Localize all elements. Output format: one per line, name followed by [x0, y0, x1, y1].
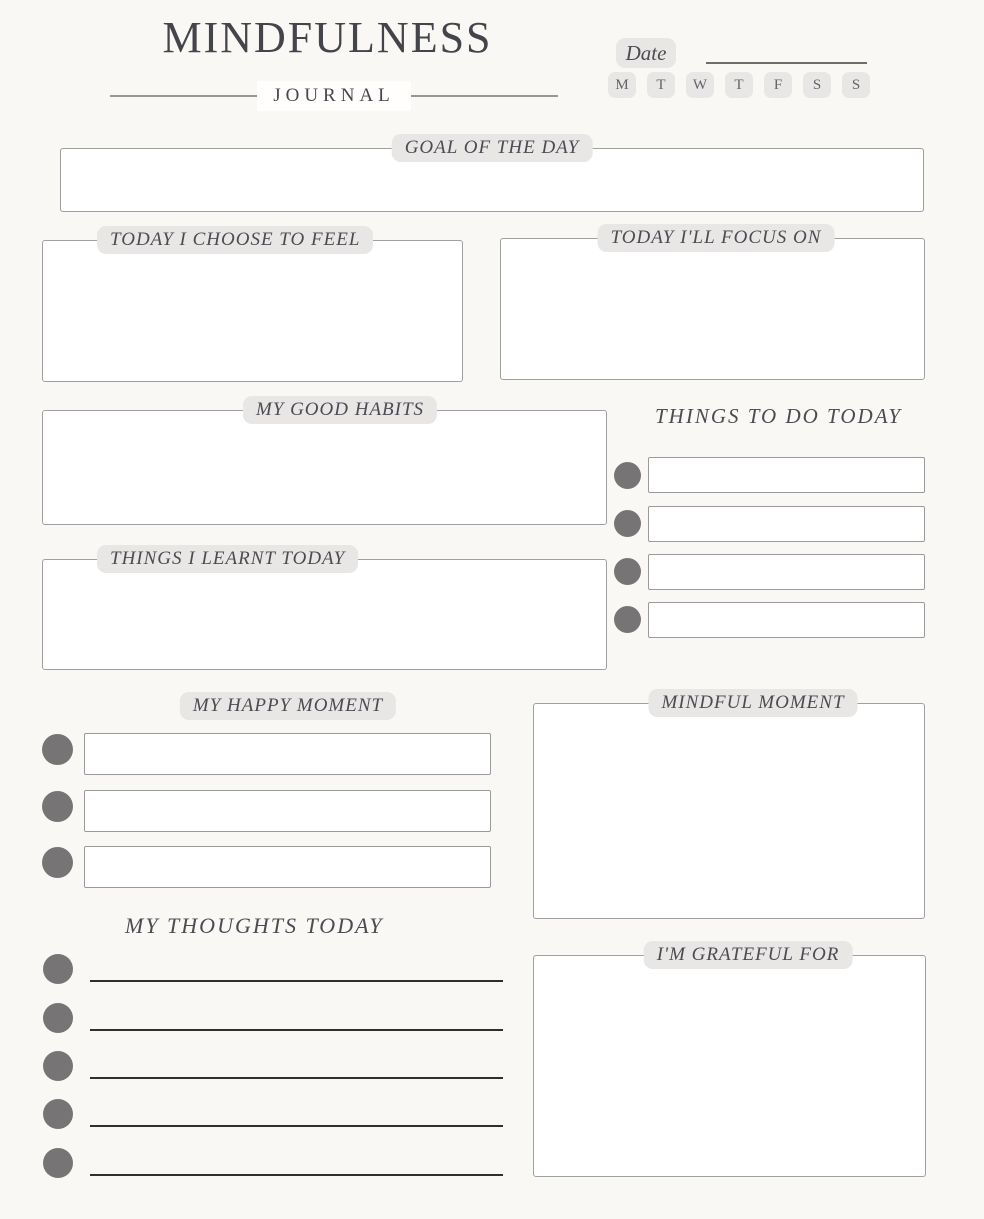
weekday-toggle-thu[interactable]: T: [725, 72, 753, 98]
grateful-input-box[interactable]: [533, 955, 926, 1177]
weekday-toggle-wed[interactable]: W: [686, 72, 714, 98]
mindful-input-box[interactable]: [533, 703, 925, 919]
thoughts-input-line-5[interactable]: [90, 1174, 503, 1176]
subtitle-row: [110, 82, 558, 109]
bullet-dot-icon: [43, 1003, 73, 1033]
bullet-dot-icon: [42, 734, 73, 765]
bullet-dot-icon: [42, 847, 73, 878]
feel-input-box[interactable]: [42, 240, 463, 382]
bullet-dot-icon: [614, 462, 641, 489]
weekday-toggle-sun[interactable]: S: [842, 72, 870, 98]
thoughts-section-label: MY THOUGHTS TODAY: [125, 913, 384, 938]
weekday-toggle-tue[interactable]: T: [647, 72, 675, 98]
date-label: Date: [616, 38, 676, 68]
weekday-toggle-sat[interactable]: S: [803, 72, 831, 98]
date-input-line[interactable]: [706, 40, 867, 64]
learnt-section-label: THINGS I LEARNT TODAY: [97, 545, 358, 573]
weekday-selector: [608, 72, 870, 98]
grateful-section-label: I'M GRATEFUL FOR: [644, 941, 853, 969]
bullet-dot-icon: [43, 1148, 73, 1178]
mindful-section-label: MINDFUL MOMENT: [648, 689, 857, 717]
happy-input-2[interactable]: [84, 790, 491, 832]
todo-section-label: THINGS TO DO TODAY: [655, 404, 903, 428]
todo-input-3[interactable]: [648, 554, 925, 590]
focus-section-label: TODAY I'LL FOCUS ON: [598, 224, 835, 252]
happy-section-label: MY HAPPY MOMENT: [180, 692, 396, 720]
weekday-toggle-fri[interactable]: F: [764, 72, 792, 98]
habits-section-label: MY GOOD HABITS: [243, 396, 437, 424]
learnt-input-box[interactable]: [42, 559, 607, 670]
bullet-dot-icon: [42, 791, 73, 822]
divider-line-left: [110, 95, 257, 97]
bullet-dot-icon: [43, 1099, 73, 1129]
page-title: MINDFULNESS: [162, 13, 493, 62]
goal-section-label: GOAL OF THE DAY: [392, 134, 593, 162]
weekday-toggle-mon[interactable]: M: [608, 72, 636, 98]
feel-section-label: TODAY I CHOOSE TO FEEL: [97, 226, 373, 254]
bullet-dot-icon: [43, 1051, 73, 1081]
bullet-dot-icon: [614, 558, 641, 585]
todo-input-2[interactable]: [648, 506, 925, 542]
page-subtitle: JOURNAL: [257, 81, 411, 111]
thoughts-input-line-1[interactable]: [90, 980, 503, 982]
divider-line-right: [411, 95, 558, 97]
bullet-dot-icon: [614, 606, 641, 633]
focus-input-box[interactable]: [500, 238, 925, 380]
habits-input-box[interactable]: [42, 410, 607, 525]
todo-input-4[interactable]: [648, 602, 925, 638]
happy-input-3[interactable]: [84, 846, 491, 888]
todo-input-1[interactable]: [648, 457, 925, 493]
thoughts-input-line-4[interactable]: [90, 1125, 503, 1127]
thoughts-input-line-2[interactable]: [90, 1029, 503, 1031]
happy-input-1[interactable]: [84, 733, 491, 775]
thoughts-input-line-3[interactable]: [90, 1077, 503, 1079]
bullet-dot-icon: [614, 510, 641, 537]
bullet-dot-icon: [43, 954, 73, 984]
